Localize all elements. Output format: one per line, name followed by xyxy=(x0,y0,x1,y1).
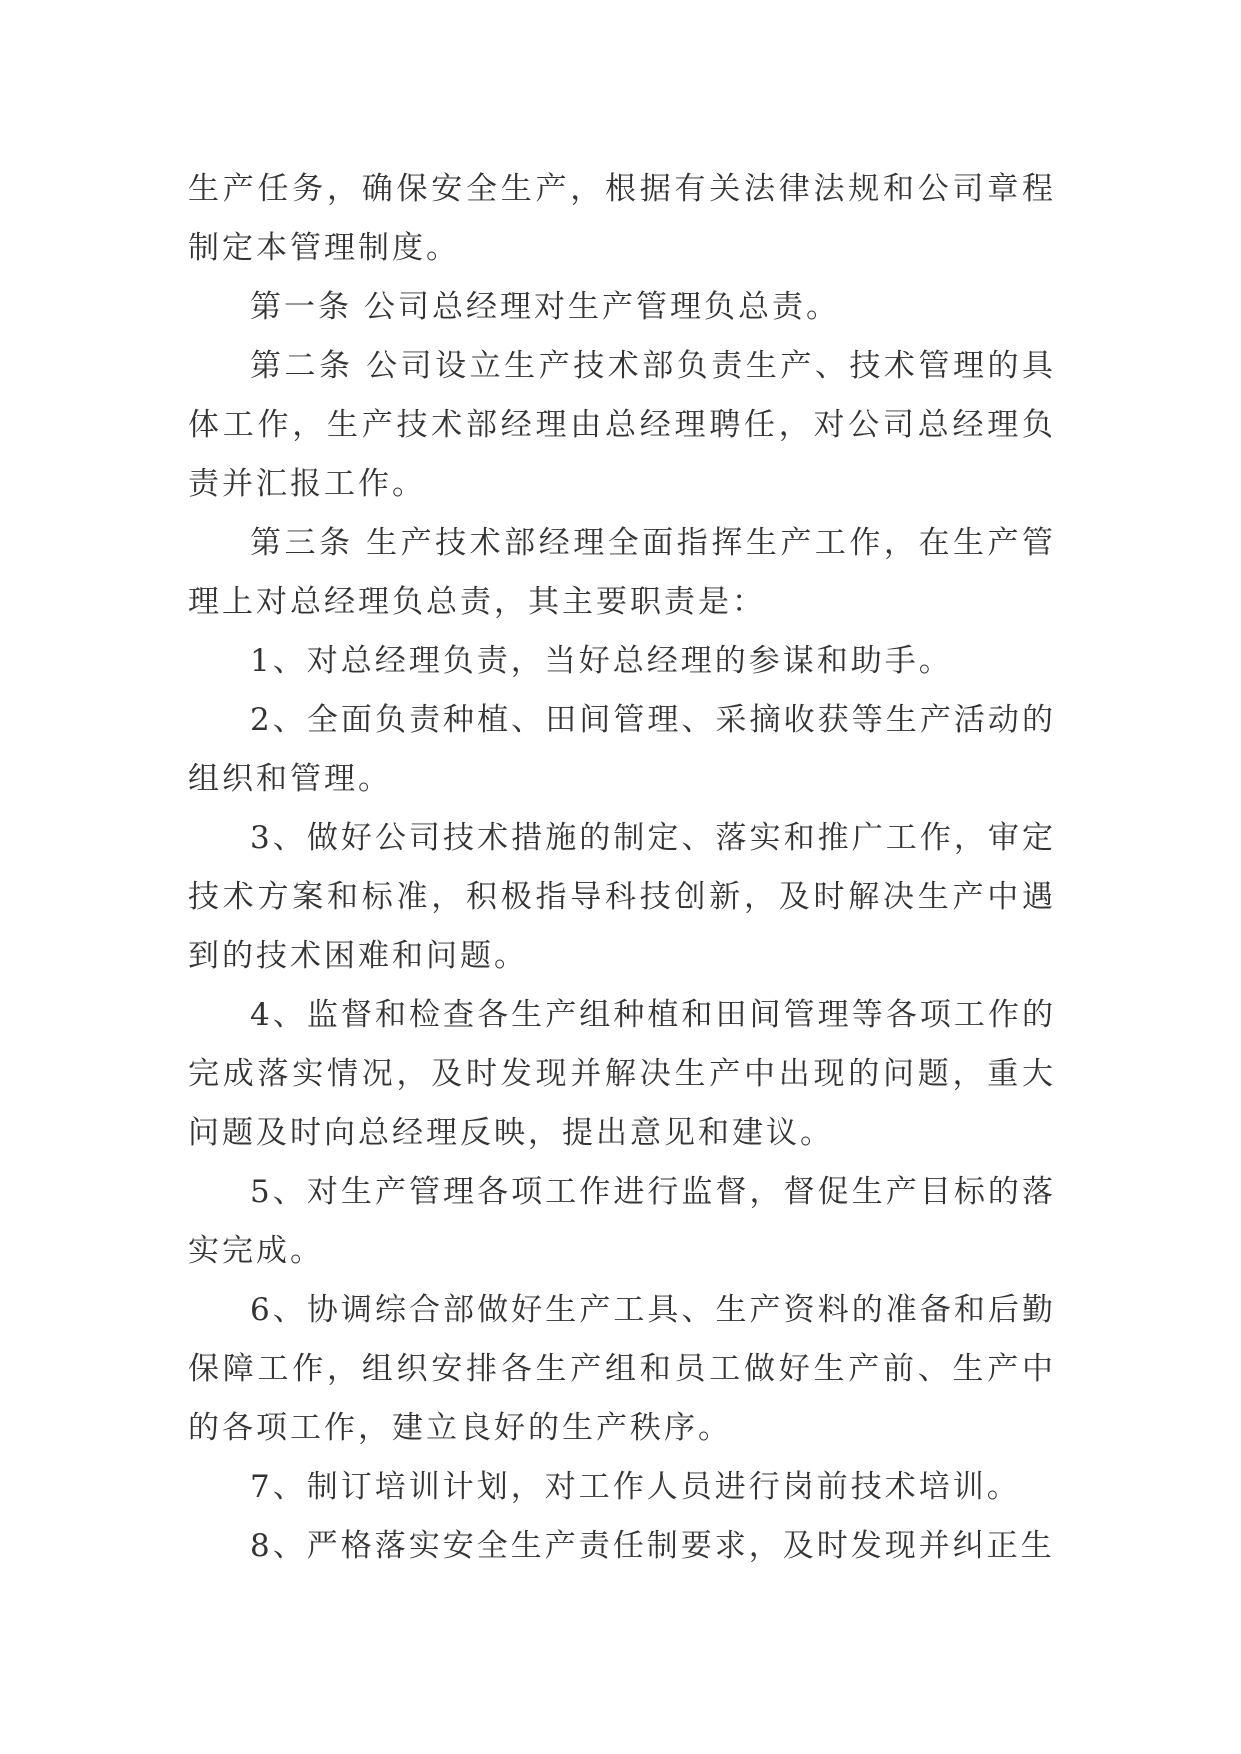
list-item-5 xyxy=(188,1163,1056,1281)
article-text: 公司设立生产技术部负责生产、技术管理的具体工作，生产技术部经理由总经理聘任，对公司总经理负责并汇报工作。 xyxy=(188,348,1057,502)
article-2 xyxy=(188,337,1056,514)
list-item-text: 7、制订培训计划，对工作人员进行岗前技术培训。 xyxy=(250,1469,1021,1505)
list-item-8 xyxy=(188,1517,1056,1576)
article-text: 生产技术部经理全面指挥生产工作，在生产管理上对总经理负总责，其主要职责是： xyxy=(188,525,1057,620)
list-item-1 xyxy=(188,632,1056,691)
article-3 xyxy=(188,514,1056,632)
list-item-3 xyxy=(188,809,1056,986)
paragraph-text: 生产任务，确保安全生产，根据有关法律法规和公司章程制定本管理制度。 xyxy=(188,171,1056,266)
list-item-text: 2、全面负责种植、田间管理、采摘收获等生产活动的组织和管理。 xyxy=(188,702,1056,797)
list-item-text: 8、严格落实安全生产责任制要求，及时发现并纠正生 xyxy=(250,1528,1055,1564)
list-item-text: 3、做好公司技术措施的制定、落实和推广工作，审定技术方案和标准，积极指导科技创新，及时解决生产中遇到的技术困难和问题。 xyxy=(188,820,1056,974)
article-label: 第二条 xyxy=(250,348,354,384)
list-item-text: 6、协调综合部做好生产工具、生产资料的准备和后勤保障工作，组织安排各生产组和员工做好生产前、生产中的各项工作，建立良好的生产秩序。 xyxy=(188,1292,1056,1446)
article-label: 第三条 xyxy=(250,525,354,561)
list-item-text: 5、对生产管理各项工作进行监督，督促生产目标的落实完成。 xyxy=(188,1174,1056,1269)
list-item-7 xyxy=(188,1458,1056,1517)
paragraph-preamble xyxy=(188,160,1056,278)
list-item-4 xyxy=(188,986,1056,1163)
list-item-text: 1、对总经理负责，当好总经理的参谋和助手。 xyxy=(250,643,953,679)
article-text: 公司总经理对生产管理负总责。 xyxy=(364,289,840,325)
list-item-2 xyxy=(188,691,1056,809)
article-label: 第一条 xyxy=(250,289,352,325)
article-1 xyxy=(188,278,1056,337)
list-item-6 xyxy=(188,1281,1056,1458)
list-item-text: 4、监督和检查各生产组种植和田间管理等各项工作的完成落实情况，及时发现并解决生产中出现的问题，重大问题及时向总经理反映，提出意见和建议。 xyxy=(188,997,1056,1151)
document-body xyxy=(188,160,1056,1576)
